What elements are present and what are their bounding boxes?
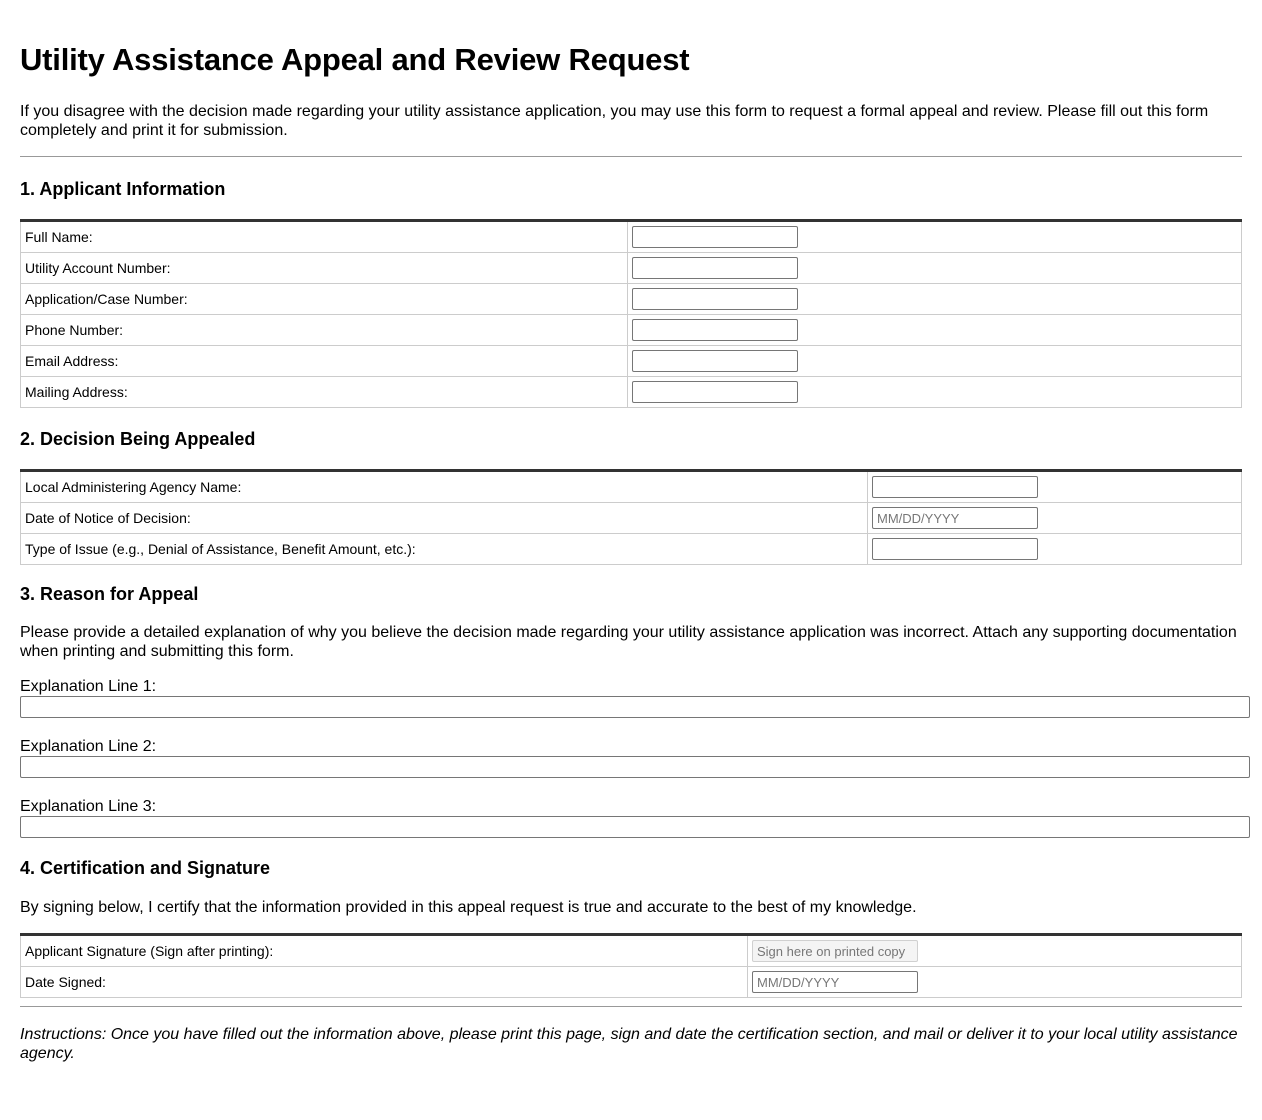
decision-table xyxy=(20,469,1242,565)
table-row xyxy=(21,221,1242,253)
applicant-info-table xyxy=(20,219,1242,408)
table-row xyxy=(21,346,1242,377)
section-reason-heading: 3. Reason for Appeal xyxy=(20,584,199,604)
full-name-label: Full Name: xyxy=(21,221,628,253)
explanation-line-2-label: Explanation Line 2: xyxy=(20,738,157,755)
table-row xyxy=(21,253,1242,284)
case-number-label: Application/Case Number: xyxy=(21,284,628,315)
page-title: Utility Assistance Appeal and Review Request xyxy=(20,42,690,77)
mailing-address-input[interactable] xyxy=(632,381,798,403)
phone-number-input[interactable] xyxy=(632,319,798,341)
explanation-line-1-input[interactable] xyxy=(20,696,1250,718)
table-row xyxy=(21,377,1242,408)
table-row xyxy=(21,503,1242,534)
explanation-line-2-input[interactable] xyxy=(20,756,1250,778)
table-row xyxy=(21,315,1242,346)
mailing-address-label: Mailing Address: xyxy=(21,377,628,408)
divider-top xyxy=(20,156,1242,157)
full-name-input[interactable] xyxy=(632,226,798,248)
email-address-input[interactable] xyxy=(632,350,798,372)
date-signed-input[interactable] xyxy=(752,971,918,993)
account-number-label: Utility Account Number: xyxy=(21,253,628,284)
section-decision-heading: 2. Decision Being Appealed xyxy=(20,429,256,449)
intro-text: If you disagree with the decision made regarding your utility assistance application, you may use this form to request a formal appeal and review. Please fill out this form completely and print it for submission. xyxy=(20,103,1209,139)
agency-name-label: Local Administering Agency Name: xyxy=(21,471,868,503)
reason-description: Please provide a detailed explanation of why you believe the decision made regarding your utility assistance application was incorrect. Attach any supporting documentation when printing and submitting this form. xyxy=(20,624,1237,660)
section-applicant-heading: 1. Applicant Information xyxy=(20,179,226,199)
issue-type-input[interactable] xyxy=(872,538,1038,560)
explanation-line-3-input[interactable] xyxy=(20,816,1250,838)
table-row xyxy=(21,471,1242,503)
explanation-line-3-label: Explanation Line 3: xyxy=(20,798,157,815)
certification-statement: By signing below, I certify that the information provided in this appeal request is true and accurate to the best of my knowledge. xyxy=(20,899,917,916)
account-number-input[interactable] xyxy=(632,257,798,279)
case-number-input[interactable] xyxy=(632,288,798,310)
notice-date-label: Date of Notice of Decision: xyxy=(21,503,868,534)
instructions-text: Instructions: Once you have filled out the information above, please print this page, sign and date the certification section, and mail or deliver it to your local utility assistance agency. xyxy=(20,1026,1238,1062)
date-signed-label: Date Signed: xyxy=(21,967,748,998)
table-row xyxy=(21,534,1242,565)
signature-label: Applicant Signature (Sign after printing): xyxy=(21,935,748,967)
agency-name-input[interactable] xyxy=(872,476,1038,498)
notice-date-input[interactable] xyxy=(872,507,1038,529)
divider-bottom xyxy=(20,1006,1242,1007)
section-certification-heading: 4. Certification and Signature xyxy=(20,858,271,878)
phone-number-label: Phone Number: xyxy=(21,315,628,346)
table-row xyxy=(21,284,1242,315)
table-row xyxy=(21,967,1242,998)
signature-input xyxy=(752,940,918,962)
explanation-line-1-label: Explanation Line 1: xyxy=(20,678,157,695)
table-row xyxy=(21,935,1242,967)
issue-type-label: Type of Issue (e.g., Denial of Assistance, Benefit Amount, etc.): xyxy=(21,534,868,565)
signature-table xyxy=(20,933,1242,998)
email-address-label: Email Address: xyxy=(21,346,628,377)
